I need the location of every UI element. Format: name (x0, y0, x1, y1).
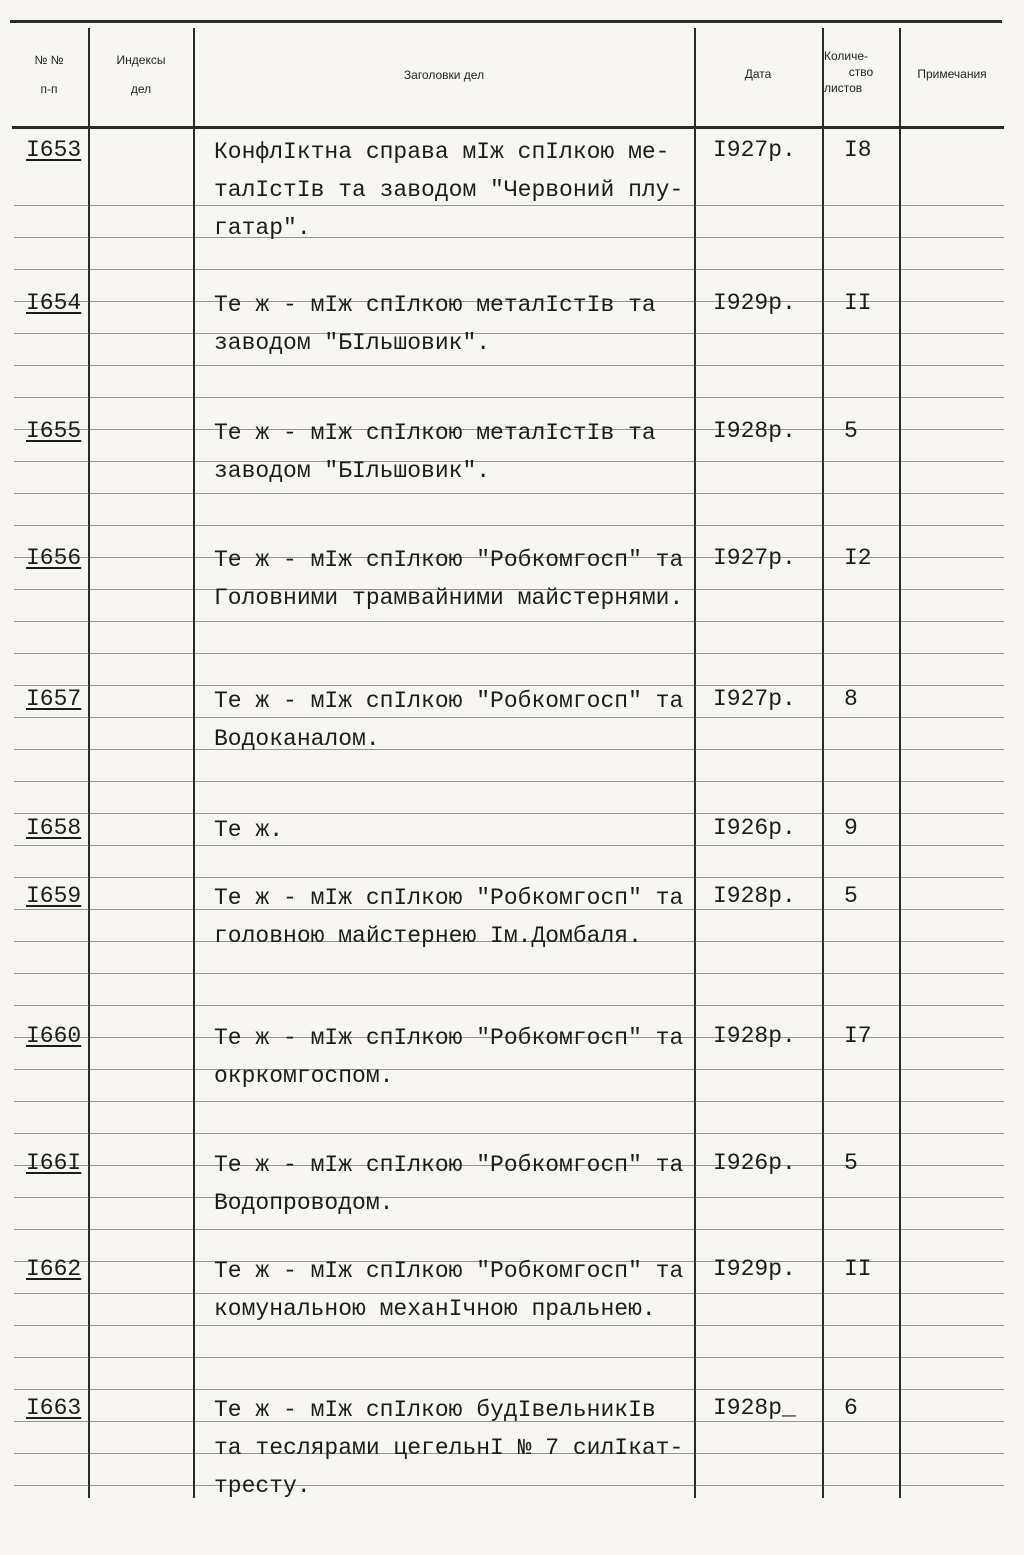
title-line: Те ж - мIж спIлкою будIвельникIв (214, 1397, 656, 1423)
title-line: Водопроводом. (214, 1190, 394, 1216)
row-title (214, 811, 692, 849)
title-line: головною майстернею Iм.Домбаля. (214, 923, 642, 949)
column-divider-4 (822, 28, 824, 1498)
title-line: Те ж - мIж спIлкою "Робкомгосп" та (214, 1258, 684, 1284)
column-divider-5 (899, 28, 901, 1498)
row-date: I926р. (713, 1150, 796, 1176)
title-line: комунальною механIчною пральнею. (214, 1296, 656, 1322)
row-sheet-count: 8 (844, 686, 858, 712)
title-line: КонфлIктна справа мIж спIлкою ме- (214, 139, 670, 165)
row-guide-line (14, 973, 1004, 974)
title-line: та теслярами цегельнI № 7 силIкат- (214, 1435, 684, 1461)
row-title (214, 286, 692, 362)
header-index: Индексы дел (116, 53, 166, 96)
row-sheet-count: I2 (844, 545, 872, 571)
column-divider-3 (694, 28, 696, 1498)
header-notes: Примечания (917, 67, 987, 81)
row-number: I658 (26, 815, 82, 841)
row-guide-line (14, 877, 1004, 878)
row-number: I655 (26, 418, 82, 444)
row-number: I659 (26, 883, 82, 909)
row-title (214, 682, 692, 758)
row-sheet-count: II (844, 1256, 872, 1282)
title-line: окркомгоспом. (214, 1063, 394, 1089)
row-number: I663 (26, 1395, 82, 1421)
row-guide-line (14, 1133, 1004, 1134)
row-number: I660 (26, 1023, 82, 1049)
column-divider-2 (193, 28, 195, 1498)
row-sheet-count: I7 (844, 1023, 872, 1049)
row-number: I653 (26, 137, 82, 163)
title-line: заводом "БIльшовик". (214, 330, 491, 356)
row-date: I927р. (713, 545, 796, 571)
row-guide-line (14, 1389, 1004, 1390)
row-date: I929р. (713, 290, 796, 316)
row-guide-line (14, 1229, 1004, 1230)
row-date: I928р. (713, 418, 796, 444)
title-line: Водоканалом. (214, 726, 380, 752)
title-line: Головними трамвайними майстернями. (214, 585, 684, 611)
row-sheet-count: 5 (844, 883, 858, 909)
row-date: I928р_ (713, 1395, 796, 1421)
title-line: заводом "БIльшовик". (214, 458, 491, 484)
row-guide-line (14, 365, 1004, 366)
header-date: Дата (744, 67, 772, 81)
row-guide-line (14, 621, 1004, 622)
row-title (214, 414, 692, 490)
title-line: Те ж - мIж спIлкою "Робкомгосп" та (214, 547, 684, 573)
header-titles: Заголовки дел (403, 68, 485, 82)
row-number: I662 (26, 1256, 82, 1282)
row-number: I656 (26, 545, 82, 571)
title-line: Те ж - мIж спIлкою "Робкомгосп" та (214, 1152, 684, 1178)
title-line: Те ж - мIж спIлкою металIстIв та (214, 292, 656, 318)
title-line: тресту. (214, 1473, 311, 1499)
top-rule (10, 20, 1002, 23)
row-number: I654 (26, 290, 82, 316)
row-guide-line (14, 493, 1004, 494)
row-guide-line (14, 1101, 1004, 1102)
title-line: талIстIв та заводом "Червоний плу- (214, 177, 684, 203)
row-date: I928р. (713, 883, 796, 909)
row-guide-line (14, 525, 1004, 526)
row-guide-line (14, 1005, 1004, 1006)
row-title (214, 1252, 692, 1328)
row-title (214, 1146, 692, 1222)
row-sheet-count: I8 (844, 137, 872, 163)
row-sheet-count: 5 (844, 1150, 858, 1176)
row-sheet-count: II (844, 290, 872, 316)
row-number: I66I (26, 1150, 82, 1176)
row-title (214, 541, 692, 617)
row-number: I657 (26, 686, 82, 712)
row-sheet-count: 6 (844, 1395, 858, 1421)
column-divider-1 (88, 28, 90, 1498)
title-line: Те ж - мIж спIлкою "Робкомгосп" та (214, 688, 684, 714)
row-title (214, 1391, 692, 1505)
row-guide-line (14, 781, 1004, 782)
title-line: Те ж - мIж спIлкою "Робкомгосп" та (214, 885, 684, 911)
row-guide-line (14, 397, 1004, 398)
header-count: Количе- ство листов (824, 49, 874, 95)
row-date: I928р. (713, 1023, 796, 1049)
row-title (214, 133, 692, 247)
row-date: I927р. (713, 686, 796, 712)
title-line: Те ж - мIж спIлкою "Робкомгосп" та (214, 1025, 684, 1051)
row-sheet-count: 9 (844, 815, 858, 841)
row-title (214, 879, 692, 955)
row-title (214, 1019, 692, 1095)
title-line: Те ж. (214, 817, 284, 843)
title-line: Те ж - мIж спIлкою металIстIв та (214, 420, 656, 446)
header-bottom-rule (12, 126, 1004, 129)
row-guide-line (14, 653, 1004, 654)
row-guide-line (14, 269, 1004, 270)
row-sheet-count: 5 (844, 418, 858, 444)
title-line: гатар". (214, 215, 311, 241)
row-date: I929р. (713, 1256, 796, 1282)
row-date: I926р. (713, 815, 796, 841)
row-guide-line (14, 1357, 1004, 1358)
header-number: № № п-п (34, 53, 64, 96)
row-date: I927р. (713, 137, 796, 163)
